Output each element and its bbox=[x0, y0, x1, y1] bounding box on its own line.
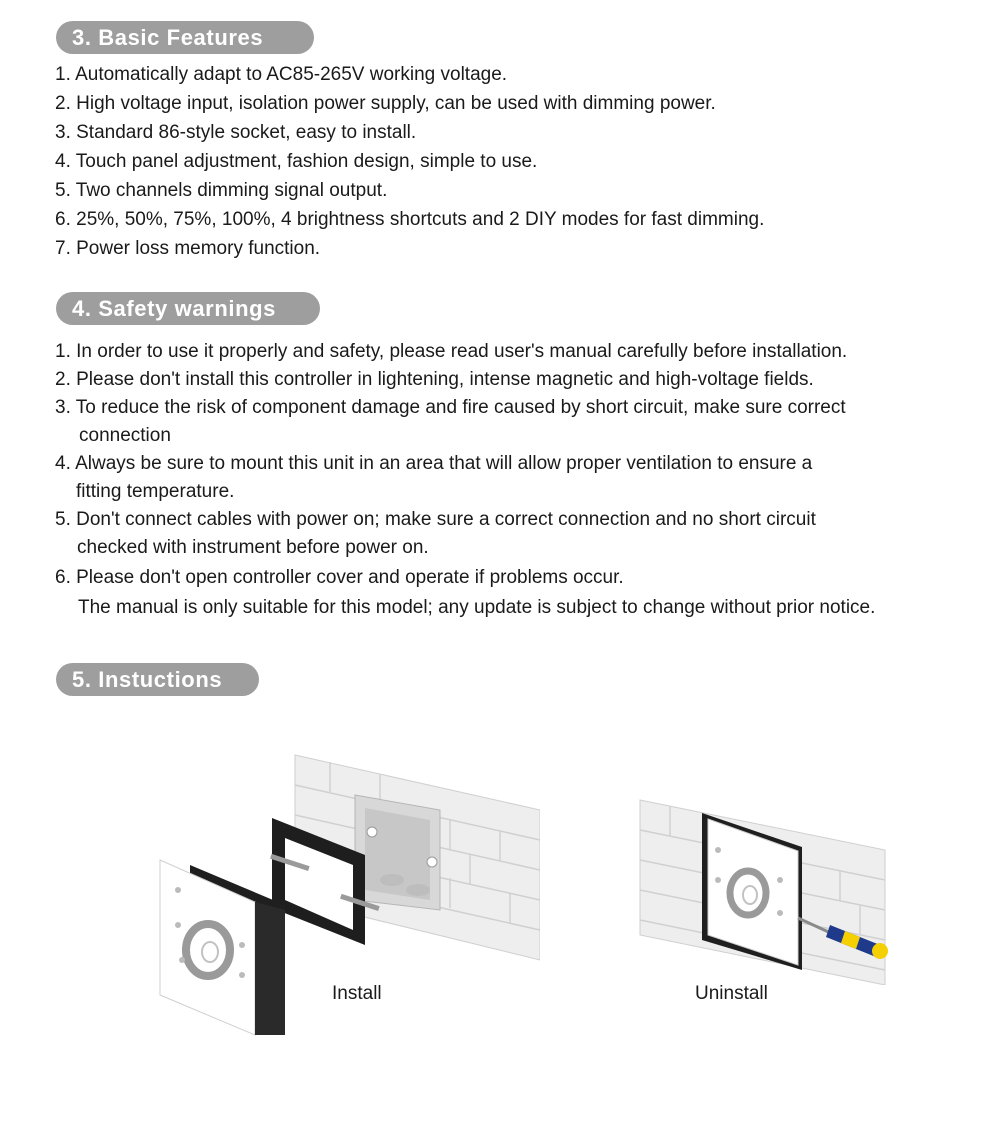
warning-item bbox=[55, 506, 875, 562]
warning-line: 4. Always be sure to mount this unit in an area that will allow proper ventilation to ensure a bbox=[55, 453, 813, 474]
warning-line-continued: checked with instrument before power on. bbox=[77, 537, 429, 558]
feature-item: 4. Touch panel adjustment, fashion design, simple to use. bbox=[55, 151, 538, 172]
section-header-instructions: 5. Instuctions bbox=[56, 663, 259, 696]
warning-line: 2. Please don't install this controller in lightening, intense magnetic and high-voltage fields. bbox=[55, 369, 814, 390]
warnings-list bbox=[55, 338, 875, 622]
feature-item: 3. Standard 86-style socket, easy to install. bbox=[55, 122, 417, 143]
warning-item bbox=[55, 564, 875, 622]
warning-line: 3. To reduce the risk of component damage and fire caused by short circuit, make sure correct bbox=[55, 397, 846, 418]
touch-panel bbox=[160, 860, 285, 1035]
feature-item: 2. High voltage input, isolation power supply, can be used with dimming power. bbox=[55, 93, 716, 114]
manual-notice: The manual is only suitable for this model; any update is subject to change without prior notice. bbox=[78, 597, 876, 618]
warning-line: 6. Please don't open controller cover and operate if problems occur. bbox=[55, 567, 624, 588]
features-list bbox=[55, 60, 764, 263]
warning-line: 1. In order to use it properly and safety, please read user's manual carefully before installation. bbox=[55, 341, 848, 362]
warning-item bbox=[55, 338, 875, 366]
section-header-safety-warnings: 4. Safety warnings bbox=[56, 292, 320, 325]
feature-item: 7. Power loss memory function. bbox=[55, 238, 321, 259]
uninstall-caption: Uninstall bbox=[695, 983, 768, 1004]
uninstall-illustration bbox=[630, 785, 890, 985]
feature-item: 5. Two channels dimming signal output. bbox=[55, 180, 388, 201]
section-header-basic-features: 3. Basic Features bbox=[56, 21, 314, 54]
feature-item: 6. 25%, 50%, 75%, 100%, 4 brightness shortcuts and 2 DIY modes for fast dimming. bbox=[55, 209, 765, 230]
warning-line-continued: connection bbox=[79, 425, 171, 446]
warning-line-continued: fitting temperature. bbox=[76, 481, 235, 502]
feature-item: 1. Automatically adapt to AC85-265V working voltage. bbox=[55, 64, 508, 85]
warning-item bbox=[55, 450, 875, 506]
warning-item bbox=[55, 394, 875, 450]
install-caption: Install bbox=[332, 983, 382, 1004]
junction-box bbox=[355, 795, 440, 910]
warning-item bbox=[55, 366, 875, 394]
warning-line: 5. Don't connect cables with power on; make sure a correct connection and no short circuit bbox=[55, 509, 816, 530]
